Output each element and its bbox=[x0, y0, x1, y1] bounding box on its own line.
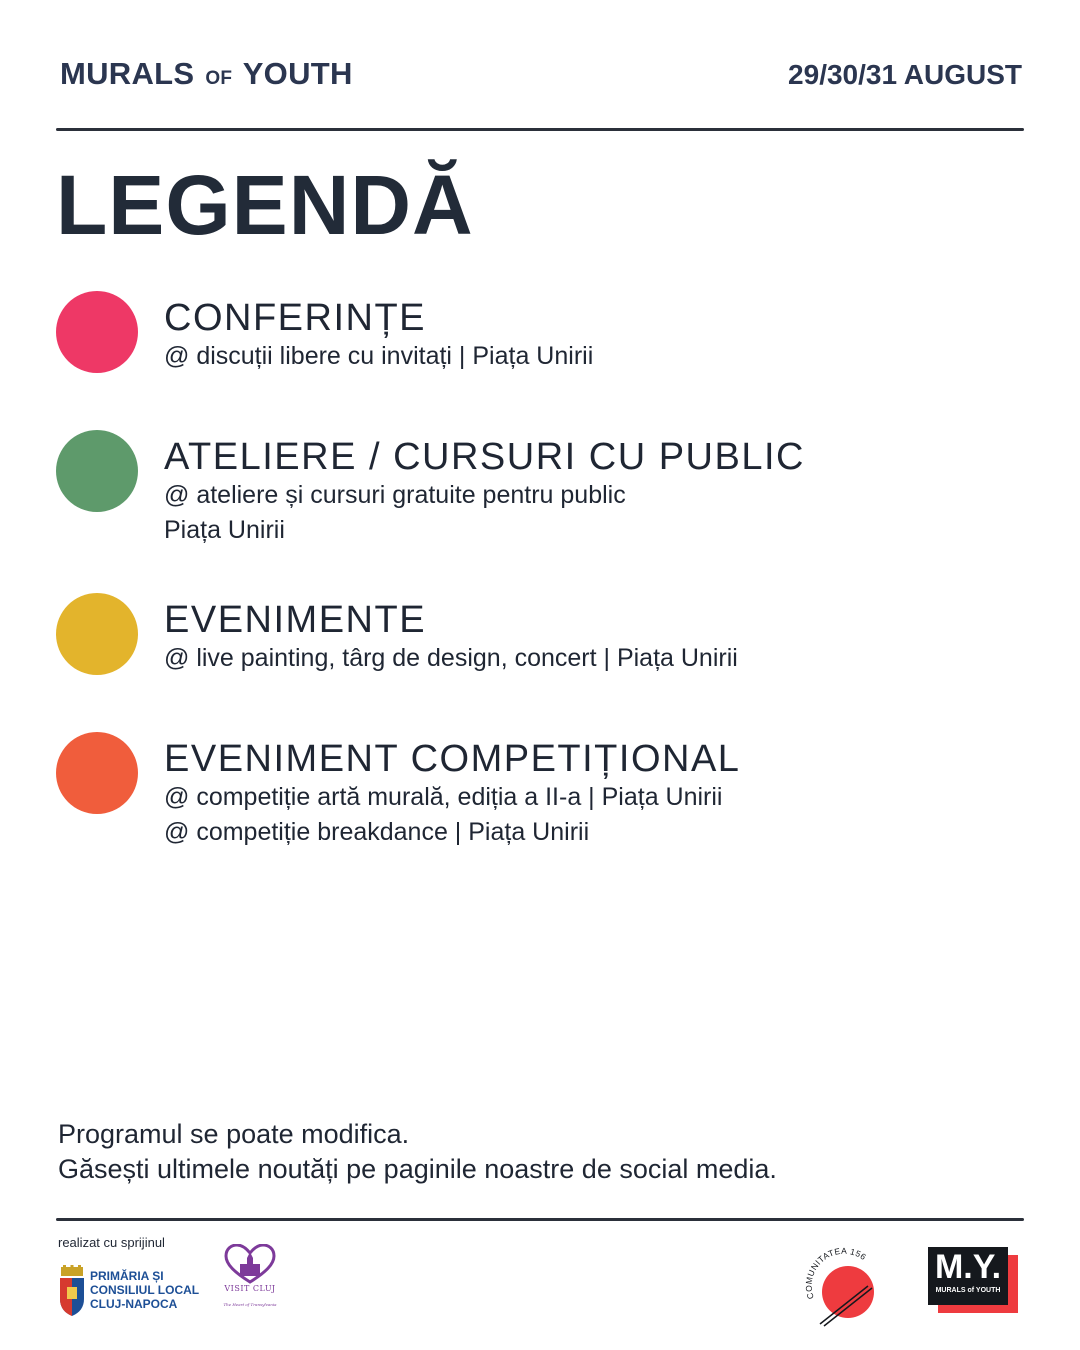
bottom-divider bbox=[56, 1218, 1024, 1221]
comunitatea-label: COMUNITATEA 156 bbox=[803, 1246, 869, 1301]
legend-description: @ competiție artă murală, ediția a II-a | Piața Unirii bbox=[164, 783, 723, 811]
legend-title: CONFERINȚE bbox=[164, 297, 426, 339]
primaria-line: CLUJ-NAPOCA bbox=[90, 1297, 178, 1311]
legend-description: @ discuții libere cu invitați | Piața Unirii bbox=[164, 342, 594, 370]
my-logo-block bbox=[928, 1247, 1008, 1305]
heart-cathedral-icon bbox=[220, 1244, 280, 1284]
my-logo-subtitle: MURALS of YOUTH bbox=[935, 1287, 1001, 1294]
primaria-line: PRIMĂRIA ȘI bbox=[90, 1269, 164, 1283]
notice-line: Programul se poate modifica. bbox=[58, 1119, 410, 1149]
legend-description: @ competiție breakdance | Piața Unirii bbox=[164, 818, 590, 846]
brand-wordmark bbox=[60, 56, 353, 92]
legend-title: ATELIERE / CURSURI CU PUBLIC bbox=[164, 436, 805, 478]
sponsor-label: realizat cu sprijinul bbox=[58, 1235, 165, 1250]
brand-of: OF bbox=[205, 68, 233, 89]
primaria-cluj-logo bbox=[58, 1265, 208, 1317]
notice-line: Găsești ultimele noutăți pe paginile noastre de social media. bbox=[58, 1154, 777, 1184]
legend-location: Piața Unirii bbox=[164, 516, 285, 544]
visit-cluj-tagline: The Heart of Transylvania bbox=[223, 1302, 277, 1307]
visit-cluj-logo bbox=[220, 1244, 280, 1314]
visit-cluj-label: VISIT CLUJ bbox=[224, 1284, 276, 1293]
my-logo-letters: M.Y. bbox=[934, 1248, 1002, 1286]
murals-of-youth-logo bbox=[928, 1247, 1018, 1313]
legend-description: @ live painting, târg de design, concert | Piața Unirii bbox=[164, 644, 738, 672]
cluj-crest-icon bbox=[58, 1265, 86, 1317]
legend-dot-yellow bbox=[56, 593, 138, 675]
legend-dot-green bbox=[56, 430, 138, 512]
schedule-notice bbox=[58, 1117, 777, 1187]
legend-description: @ ateliere și cursuri gratuite pentru public bbox=[164, 481, 626, 509]
legend-title: EVENIMENTE bbox=[164, 599, 427, 641]
legend-dot-orange bbox=[56, 732, 138, 814]
page-title: LEGENDĂ bbox=[56, 158, 474, 252]
brand-part1: MURALS bbox=[60, 56, 195, 91]
primaria-line: CONSILIUL LOCAL bbox=[90, 1283, 200, 1297]
legend-dot-pink bbox=[56, 291, 138, 373]
top-divider bbox=[56, 128, 1024, 131]
legend-title: EVENIMENT COMPETIȚIONAL bbox=[164, 738, 741, 780]
event-dates: 29/30/31 AUGUST bbox=[788, 59, 1022, 90]
comunitatea-156-logo bbox=[802, 1246, 886, 1330]
brand-part2: YOUTH bbox=[242, 56, 353, 91]
